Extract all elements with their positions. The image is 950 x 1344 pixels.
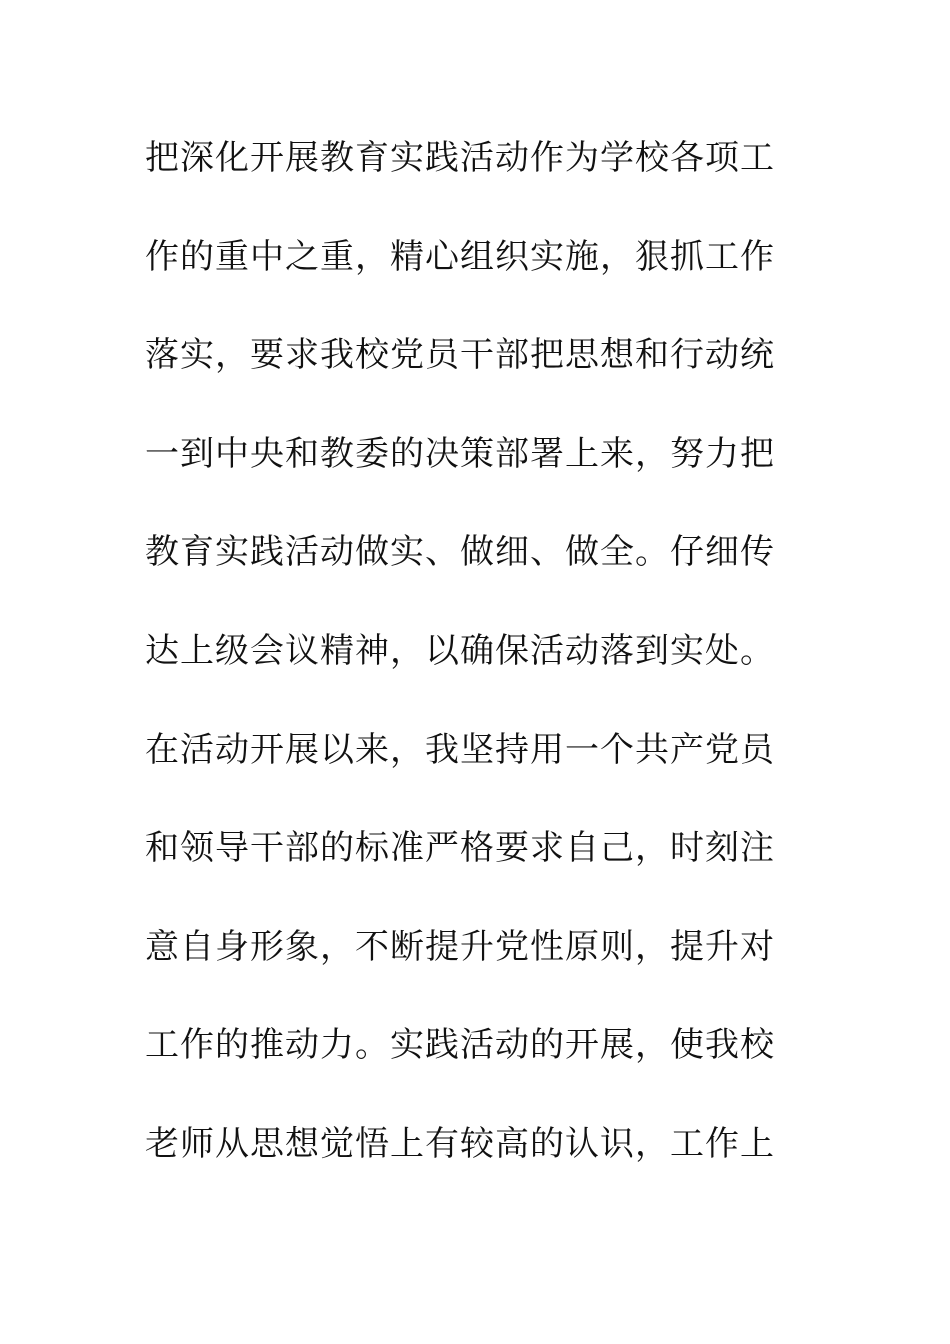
text-line: 工作的推动力。实践活动的开展，使我校 [145,1025,775,1066]
text-line: 作的重中之重，精心组织实施，狠抓工作 [145,236,775,277]
text-line: 达上级会议精神，以确保活动落到实处。 [145,630,775,671]
text-line: 一到中央和教委的决策部署上来，努力把 [145,433,775,474]
text-line: 在活动开展以来，我坚持用一个共产党员 [145,729,775,770]
text-line: 把深化开展教育实践活动作为学校各项工 [145,138,775,178]
body-text [145,125,785,1210]
text-line: 和领导干部的标准严格要求自己，时刻注 [145,828,775,869]
text-line: 落实，要求我校党员干部把思想和行动统 [145,335,775,376]
text-line: 老师从思想觉悟上有较高的认识，工作上 [145,1123,775,1164]
text-line: 意自身形象，不断提升党性原则，提升对 [145,926,775,967]
text-line: 教育实践活动做实、做细、做全。仔细传 [145,532,775,573]
